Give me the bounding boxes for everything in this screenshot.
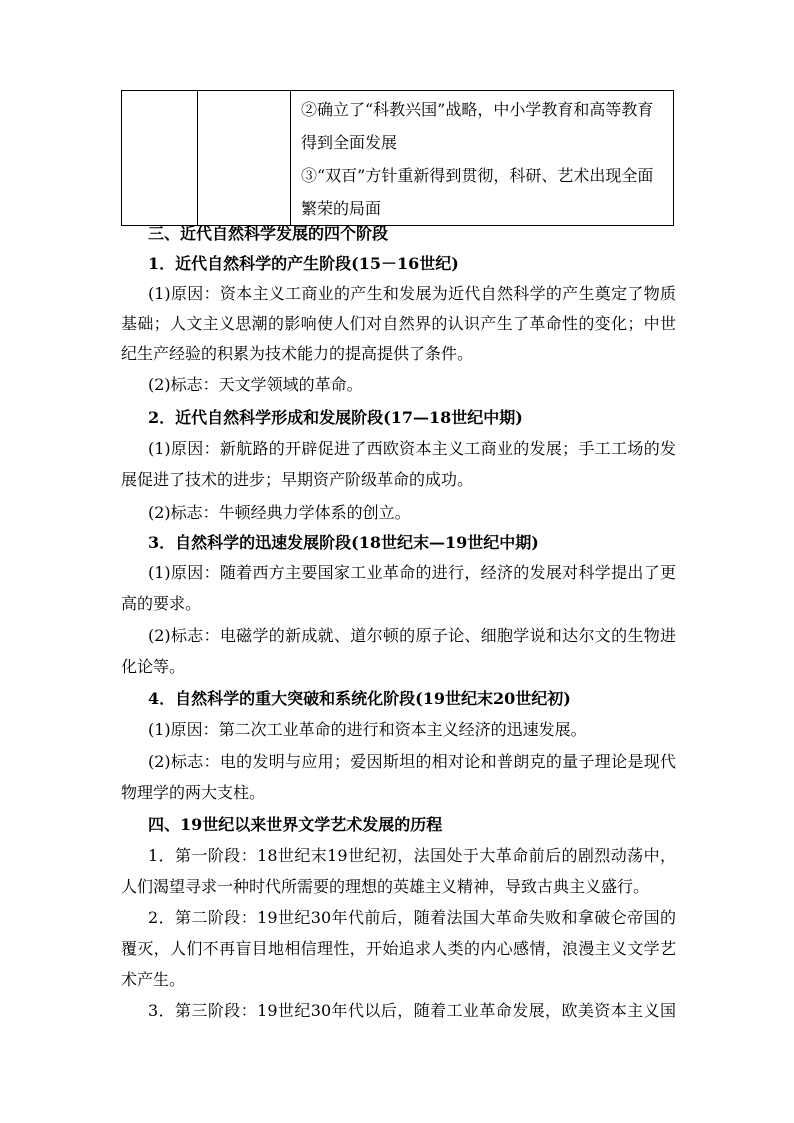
table-cell-empty-1 [122, 91, 198, 226]
stage-3-reason-line-2: 高的要求。 [121, 594, 202, 613]
stage-4-title: 4．自然科学的重大突破和系统化阶段(19世纪末20世纪初) [148, 689, 571, 708]
stage-3-mark-line-1: (2)标志：电磁学的新成就、道尔顿的原子论、细胞学说和达尔文的生物进 [148, 626, 676, 645]
stage-3-title: 3．自然科学的迅速发展阶段(18世纪末—19世纪中期) [148, 533, 539, 552]
section-4-heading: 四、19世纪以来世界文学艺术发展的历程 [148, 815, 443, 834]
phase-1-line-2: 人们渴望寻求一种时代所需要的理想的英雄主义精神，导致古典主义盛行。 [121, 877, 650, 896]
stage-1-reason-line-3: 纪生产经验的积累为技术能力的提高提供了条件。 [121, 344, 474, 363]
phase-3-line-1: 3．第三阶段：19世纪30年代以后，随着工业革命发展，欧美资本主义国 [148, 1001, 676, 1020]
stage-4-reason: (1)原因：第二次工业革命的进行和资本主义经济的迅速发展。 [148, 720, 587, 739]
continuation-table [121, 90, 674, 226]
phase-2-line-2: 覆灭，人们不再盲目地相信理性，开始追求人类的内心感情，浪漫主义文学艺 [121, 939, 676, 958]
stage-1-reason-line-1: (1)原因：资本主义工商业的产生和发展为近代自然科学的产生奠定了物质 [148, 284, 676, 303]
stage-4-mark-line-2: 物理学的两大支柱。 [121, 783, 266, 802]
table-item-2-line-1: ②确立了“科教兴国”战略，中小学教育和高等教育 [301, 100, 654, 119]
phase-2-line-3: 术产生。 [121, 970, 186, 989]
section-3-heading: 三、近代自然科学发展的四个阶段 [148, 224, 389, 243]
stage-2-reason-line-1: (1)原因：新航路的开辟促进了西欧资本主义工商业的发展；手工工场的发 [148, 439, 676, 458]
stage-2-reason-line-2: 展促进了技术的进步；早期资产阶级革命的成功。 [121, 470, 474, 489]
table-item-3-line-2: 繁荣的局面 [301, 199, 382, 218]
stage-4-mark-line-1: (2)标志：电的发明与应用；爱因斯坦的相对论和普朗克的量子理论是现代 [148, 752, 676, 771]
table-row [122, 91, 674, 226]
table-cell-content [291, 91, 674, 226]
table-cell-empty-2 [198, 91, 291, 226]
table-item-2-line-2: 得到全面发展 [301, 133, 398, 152]
stage-1-mark: (2)标志：天文学领域的革命。 [148, 375, 363, 394]
stage-1-reason-line-2: 基础；人文主义思潮的影响使人们对自然界的认识产生了革命性的变化；中世 [121, 314, 676, 333]
phase-2-line-1: 2．第二阶段：19世纪30年代前后，随着法国大革命失败和拿破仑帝国的 [148, 908, 676, 927]
stage-3-mark-line-2: 化论等。 [121, 657, 186, 676]
stage-2-title: 2．近代自然科学形成和发展阶段(17—18世纪中期) [148, 408, 523, 427]
stage-3-reason-line-1: (1)原因：随着西方主要国家工业革命的进行，经济的发展对科学提出了更 [148, 563, 676, 582]
phase-1-line-1: 1．第一阶段：18世纪末19世纪初，法国处于大革命前后的剧烈动荡中， [148, 846, 676, 865]
table-item-3-line-1: ③“双百”方针重新得到贯彻，科研、艺术出现全面 [301, 166, 654, 185]
stage-1-title: 1．近代自然科学的产生阶段(15－16世纪) [148, 254, 459, 273]
stage-2-mark: (2)标志：牛顿经典力学体系的创立。 [148, 503, 411, 522]
